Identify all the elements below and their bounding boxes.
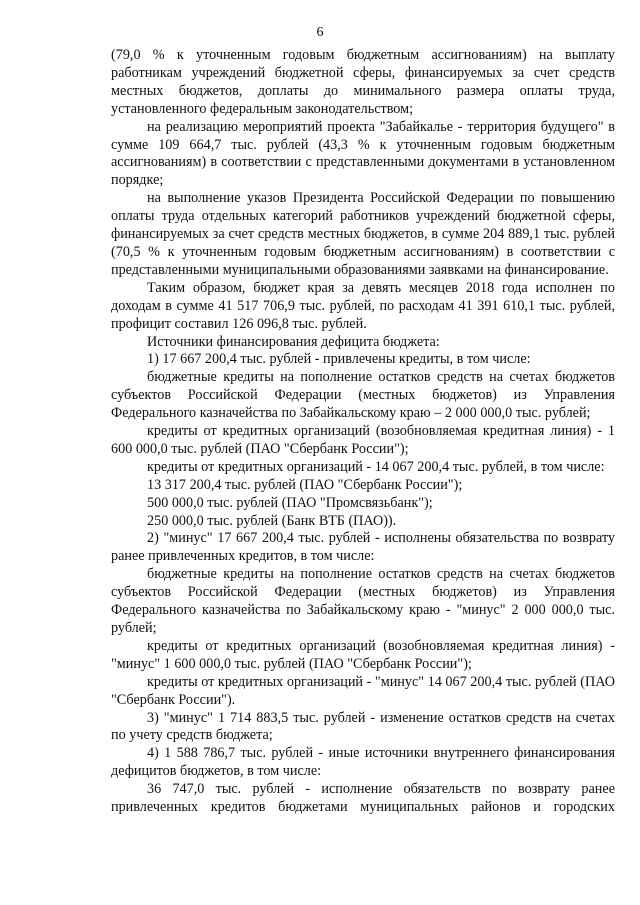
paragraph: 36 747,0 тыс. рублей - исполнение обязательств по возврату ранее привлеченных кредитов бюджетами муниципальных районов и городских: [111, 781, 615, 816]
paragraph: Источники финансирования дефицита бюджета:: [147, 333, 440, 350]
paragraph: кредиты от кредитных организаций - "минус" 14 067 200,4 тыс. рублей (ПАО "Сбербанк России").: [111, 673, 615, 708]
paragraph: на выполнение указов Президента Российской Федерации по повышению оплаты труда отдельных категорий работников учреждений бюджетной сферы, финансируемых за счет средств местных бюджетов, в сумме 204 889,1 тыс. рублей (70,5 % к уточненным годовым бюджетным ассигнованиям) в соответствии с представленными муниципальными образованиями заявками на финансирование.: [111, 190, 615, 278]
paragraph: бюджетные кредиты на пополнение остатков средств на счетах бюджетов субъектов Российской Федерации (местных бюджетов) из Управления Федерального казначейства по Забайкальскому краю - "минус" 2 000 000,0 тыс. рублей;: [111, 566, 615, 636]
paragraph: 3) "минус" 1 714 883,5 тыс. рублей - изменение остатков средств на счетах по учету средств бюджета;: [111, 709, 615, 744]
paragraph: на реализацию мероприятий проекта "Забайкалье - территория будущего" в сумме 109 664,7 тыс. рублей (43,3 % к уточненным годовым бюджетным ассигнованиям) в соответствии с представленными документами в установленном порядке;: [111, 118, 615, 189]
document-body: [111, 47, 615, 817]
paragraph: 500 000,0 тыс. рублей (ПАО "Промсвязьбанк");: [147, 494, 433, 511]
paragraph: 13 317 200,4 тыс. рублей (ПАО "Сбербанк России");: [147, 476, 463, 493]
paragraph: 2) "минус" 17 667 200,4 тыс. рублей - исполнены обязательства по возврату ранее привлеченных кредитов, в том числе:: [111, 530, 615, 565]
paragraph: 4) 1 588 786,7 тыс. рублей - иные источники внутреннего финансирования дефицитов бюджетов, в том числе:: [111, 745, 615, 780]
paragraph: кредиты от кредитных организаций (возобновляемая кредитная линия) - "минус" 1 600 000,0 тыс. рублей (ПАО "Сбербанк России");: [111, 637, 615, 672]
page-number: 6: [316, 25, 324, 40]
paragraph: 1) 17 667 200,4 тыс. рублей - привлечены кредиты, в том числе:: [147, 351, 531, 368]
paragraph: Таким образом, бюджет края за девять месяцев 2018 года исполнен по доходам в сумме 41 517 706,9 тыс. рублей, по расходам 41 391 610,1 тыс. рублей, профицит составил 126 096,8 тыс. рублей.: [111, 279, 615, 332]
paragraph: кредиты от кредитных организаций (возобновляемая кредитная линия) - 1 600 000,0 тыс. рублей (ПАО "Сбербанк России");: [111, 423, 615, 457]
paragraph: 250 000,0 тыс. рублей (Банк ВТБ (ПАО)).: [147, 512, 397, 529]
paragraph: кредиты от кредитных организаций - 14 067 200,4 тыс. рублей, в том числе:: [147, 458, 605, 475]
paragraph: (79,0 % к уточненным годовым бюджетным ассигнованиям) на выплату работникам учреждений бюджетной сферы, финансируемых за счет средств местных бюджетов, доплаты до минимального размера оплаты труда, установленного федеральным законодательством;: [111, 47, 615, 117]
paragraph: бюджетные кредиты на пополнение остатков средств на счетах бюджетов субъектов Российской Федерации (местных бюджетов) из Управления Федерального казначейства по Забайкальскому краю – 2 000 000,0 тыс. рублей;: [111, 369, 615, 422]
